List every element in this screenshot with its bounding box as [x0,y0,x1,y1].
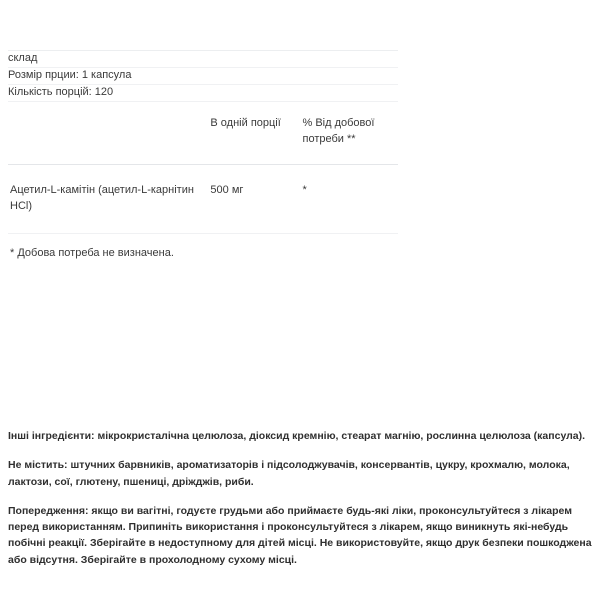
warning-text: Попередження: якщо ви вагітні, годуєте грудьми або приймаєте будь-які ліки, проконсультуйтеся з лікарем перед використанням. Припиніть використання і проконсультуйтеся з лікарем, якщо виникнуть які-небудь побічні реакції. Зберігайте в недоступному для дітей місці. Не використовуйте, якщо друк безпеки пошкоджена або відсутня. Зберігайте в прохолодному сухому місці. [8,504,592,566]
supplement-facts-table [8,50,398,274]
ingredient-amount: 500 мг [208,164,300,233]
ingredient-daily-value: * [300,164,398,233]
daily-value-footnote: * Добова потреба не визначена. [8,233,398,273]
table-row-servings-count [8,84,398,101]
table-row [8,164,398,233]
column-header-amount-per-serving: В одній порції [208,101,300,164]
free-from-text: Не містить: штучних барвників, ароматизаторів і підсолоджувачів, консервантів, цукру, крохмалю, молока, лактози, сої, глютену, пшениці, дріжджів, риби. [8,459,570,488]
ingredient-name: Ацетил-L-камітін (ацетил-L-карнітин HCl) [8,164,208,233]
supplement-facts-title: склад [8,51,398,68]
product-notes [8,428,594,568]
servings-per-container-text: Кількість порцій: 120 [8,84,398,101]
table-header-row [8,101,398,164]
table-row-serving-size [8,67,398,84]
other-ingredients-text: Інші інгредієнти: мікрокристалічна целюлоза, діоксид кремнію, стеарат магнію, рослинна целюлоза (капсула). [8,430,586,442]
column-header-description [8,101,208,164]
table-row-footnote [8,233,398,273]
table-row-title [8,51,398,68]
serving-size-text: Розмір прции: 1 капсула [8,67,398,84]
column-header-daily-value: % Від добової потреби ** [300,101,398,164]
